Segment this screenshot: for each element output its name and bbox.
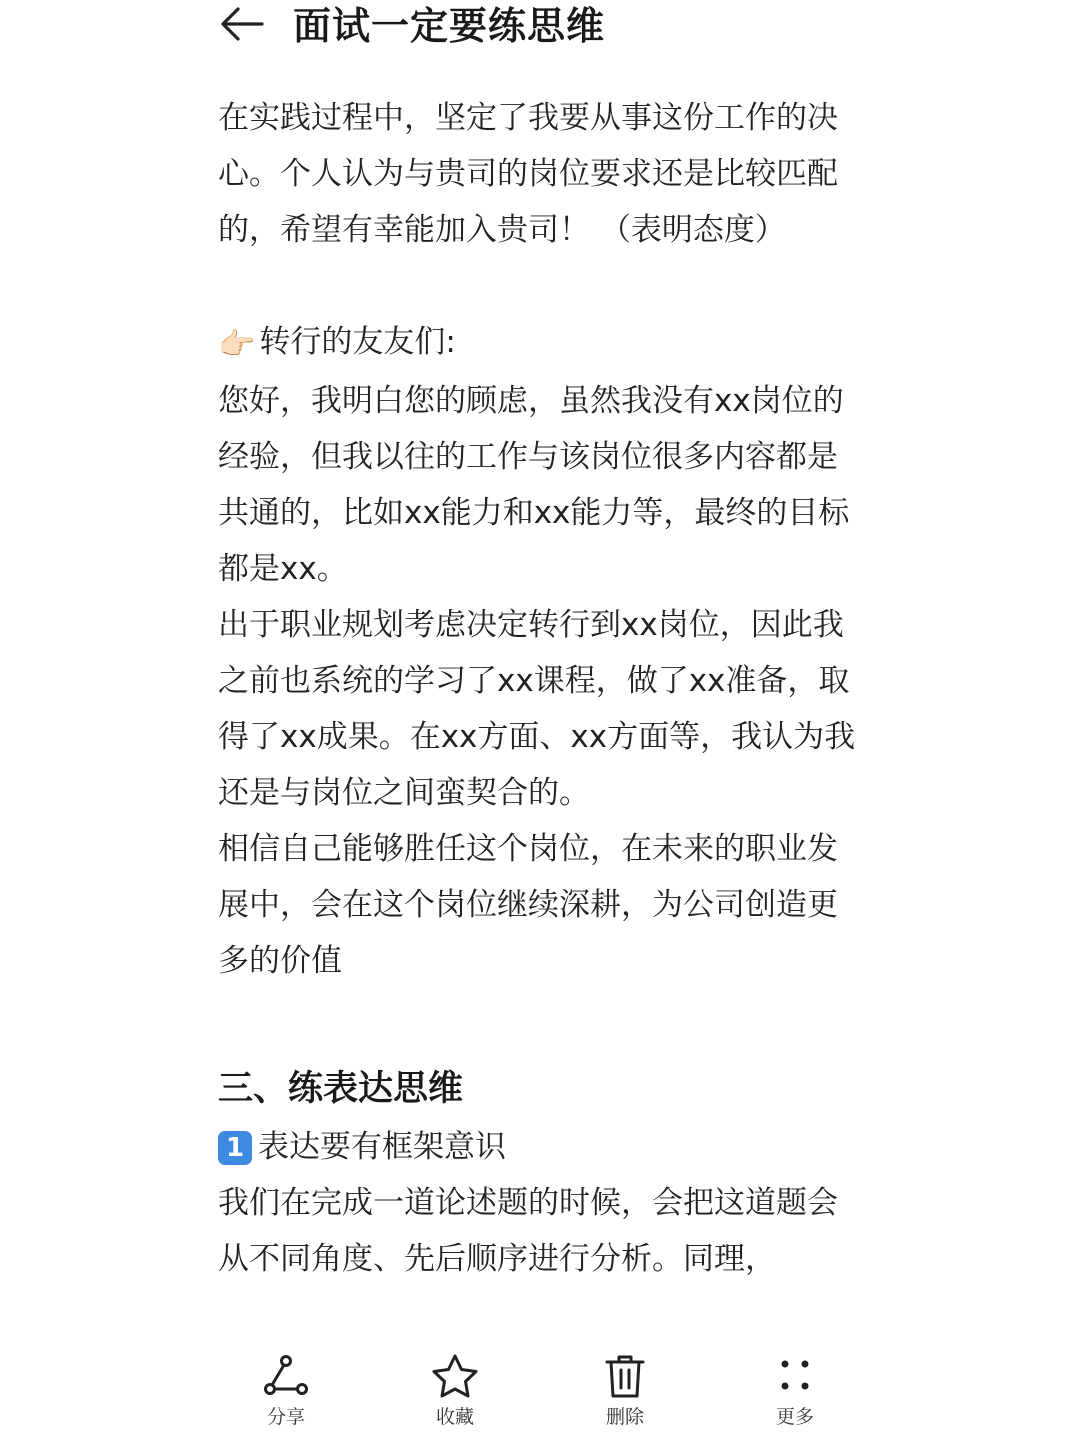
point-1-title-text: 表达要有框架意识	[258, 1129, 506, 1165]
favorite-label: 收藏	[435, 1406, 474, 1428]
bottom-action-bar	[0, 1338, 1080, 1440]
transfer-paragraph-3: 相信自己能够胜任这个岗位，在未来的职业发展中，会在这个岗位继续深耕，为公司创造更多的价值	[218, 831, 838, 979]
favorite-button[interactable]	[395, 1352, 515, 1438]
spacer	[218, 989, 858, 1059]
more-label: 更多	[775, 1406, 814, 1428]
transfer-title-text: 转行的友友们:	[259, 324, 456, 360]
number-one-badge: 1	[218, 1131, 252, 1165]
transfer-paragraph-1: 您好，我明白您的顾虑，虽然我没有xx岗位的经验，但我以往的工作与该岗位很多内容都是共通的，比如xx能力和xx能力等，最终的目标都是xx。	[218, 383, 850, 587]
share-button[interactable]	[226, 1352, 346, 1438]
transfer-title	[218, 314, 858, 373]
star-icon	[395, 1352, 515, 1402]
share-icon	[226, 1352, 346, 1402]
point-1-body: 我们在完成一道论述题的时候，会把这道题会从不同角度、先后顺序进行分析。同理，	[218, 1185, 838, 1277]
more-button[interactable]	[735, 1352, 855, 1438]
arrow-left-icon	[218, 4, 266, 48]
delete-label: 删除	[605, 1406, 644, 1428]
section-heading: 三、练表达思维	[218, 1069, 464, 1109]
page-title: 面试一定要练思维	[293, 4, 606, 48]
delete-button[interactable]	[565, 1352, 685, 1438]
pointing-hand-icon: 👉🏻	[218, 327, 256, 362]
transfer-paragraph-2: 出于职业规划考虑决定转行到xx岗位，因此我之前也系统的学习了xx课程，做了xx准备，取得了xx成果。在xx方面、xx方面等，我认为我还是与岗位之间蛮契合的。	[218, 607, 856, 811]
share-label: 分享	[266, 1406, 305, 1428]
intro-paragraph: 在实践过程中，坚定了我要从事这份工作的决心。个人认为与贵司的岗位要求还是比较匹配的，希望有幸能加入贵司！ （表明态度）	[218, 100, 838, 248]
top-header	[0, 0, 1080, 56]
more-dots-icon	[735, 1352, 855, 1402]
spacer	[218, 258, 858, 314]
point-1-title	[218, 1119, 858, 1175]
trash-icon	[565, 1352, 685, 1402]
back-button[interactable]	[214, 4, 270, 48]
note-content[interactable]	[218, 90, 858, 1338]
